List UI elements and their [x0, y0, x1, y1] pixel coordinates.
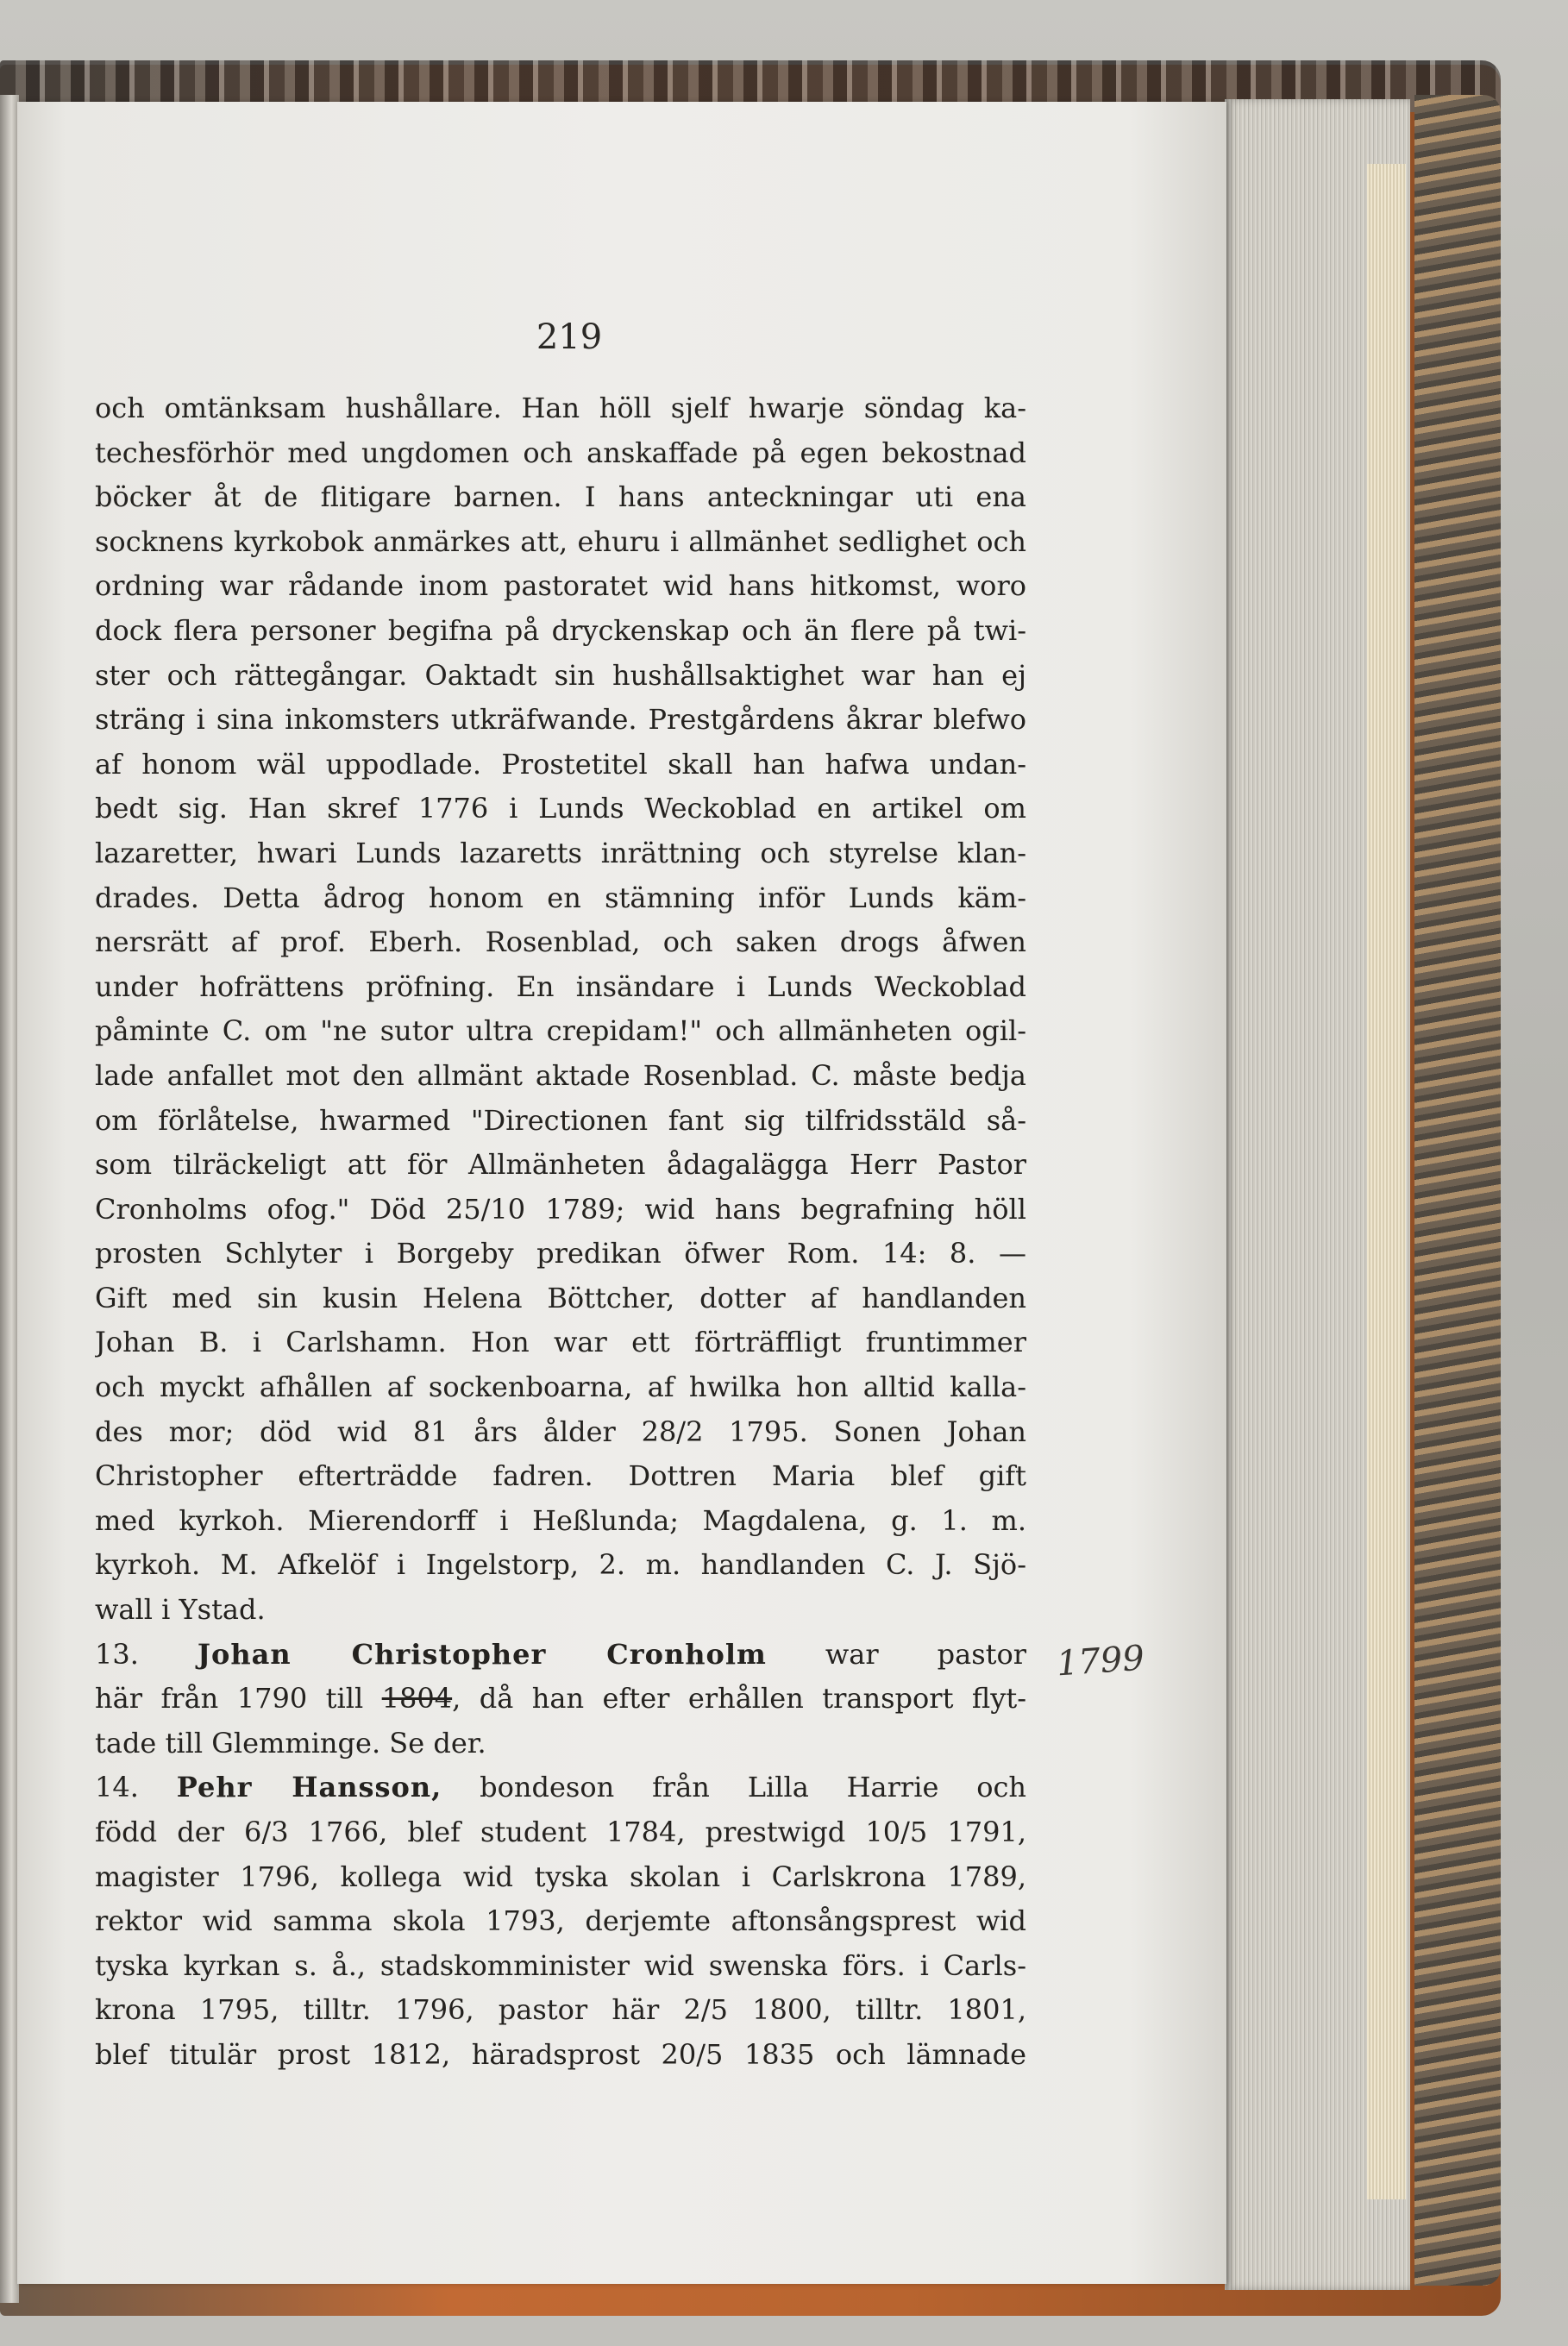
- text-line: prosten Schlyter i Borgeby predikan öfwer Rom. 14: 8. —: [95, 1237, 1026, 1270]
- text-line: des mor; död wid 81 års ålder 28/2 1795. Sonen Johan: [95, 1414, 1026, 1448]
- text-line: drades. Detta ådrog honom en stämning inför Lunds käm-: [95, 881, 1026, 914]
- entry-13-line: [95, 1677, 1026, 1722]
- text-line: Cronholms ofog." Död 25/10 1789; wid hans begrafning höll: [95, 1192, 1026, 1226]
- marbled-book-edge: [1414, 95, 1501, 2286]
- entry-name: Johan Christopher Cronholm: [197, 1637, 767, 1671]
- text-line: och myckt afhållen af sockenboarna, af hwilka hon alltid kalla-: [95, 1371, 1026, 1404]
- text-line: techesförhör med ungdomen och anskaffade på egen bekostnad: [95, 436, 1026, 469]
- text-line: dock flera personer begifna på dryckenskap och än flere på twi-: [95, 613, 1026, 647]
- text-line: påminte C. om "ne sutor ultra crepidam!" och allmänheten ogil-: [95, 1014, 1026, 1048]
- text-line: Christopher efterträdde fadren. Dottren Maria blef gift: [95, 1459, 1026, 1493]
- text-line: lade anfallet mot den allmänt aktade Rosenblad. C. måste bedja: [95, 1058, 1026, 1092]
- text-line: och omtänksam hushållare. Han höll sjelf hwarje söndag ka-: [95, 392, 1026, 424]
- facing-page-edge: [0, 95, 19, 2303]
- text-line: under hofrättens pröfning. En insändare i Lunds Weckoblad: [95, 969, 1026, 1003]
- entry-14-line: rektor wid samma skola 1793, derjemte aftonsångsprest wid: [95, 1904, 1026, 1938]
- handwritten-margin-note: 1799: [1055, 1638, 1146, 1684]
- entry-13-line: tade till Glemminge. Se der.: [95, 1726, 486, 1760]
- text-line: som tilräckeligt att för Allmänheten ådagalägga Herr Pastor: [95, 1148, 1026, 1182]
- page-number: 219: [536, 317, 603, 357]
- entry-14-line: magister 1796, kollega wid tyska skolan i Carlskrona 1789,: [95, 1860, 1026, 1893]
- text-line: om förlåtelse, hwarmed "Directionen fant sig tilfridsstäld så-: [95, 1103, 1026, 1137]
- text-line: sträng i sina inkomsters utkräfwande. Prestgårdens åkrar blefwo: [95, 703, 1026, 737]
- entry-14-line: krona 1795, tilltr. 1796, pastor här 2/5 1800, tilltr. 1801,: [95, 1993, 1026, 2027]
- entry-text: war pastor: [825, 1637, 1026, 1671]
- text-line: Gift med sin kusin Helena Böttcher, dotter af handlanden: [95, 1281, 1026, 1314]
- text-line: socknens kyrkobok anmärkes att, ehuru i allmänhet sedlighet och: [95, 524, 1026, 558]
- entry-text: bondeson från Lilla Harrie och: [480, 1771, 1026, 1804]
- text-line: ster och rättegångar. Oaktadt sin hushållsaktighet war han ej: [95, 658, 1026, 692]
- text-line: kyrkoh. M. Afkelöf i Ingelstorp, 2. m. handlanden C. J. Sjö-: [95, 1548, 1026, 1582]
- text-line: wall i Ystad.: [95, 1593, 266, 1627]
- page-edges-inner: [1367, 164, 1406, 2199]
- text-line: bedt sig. Han skref 1776 i Lunds Weckoblad en artikel om: [95, 792, 1026, 825]
- text-line: lazaretter, hwari Lunds lazaretts inrättning och styrelse klan-: [95, 836, 1026, 869]
- text-line: Johan B. i Carlshamn. Hon war ett förträffligt fruntimmer: [95, 1326, 1026, 1359]
- book-page: [17, 102, 1226, 2284]
- text-line: med kyrkoh. Mierendorff i Heßlunda; Magdalena, g. 1. m.: [95, 1503, 1026, 1537]
- entry-text: , då han efter erhållen transport flyt-: [452, 1682, 1026, 1716]
- entry-13-heading-line: [95, 1633, 1026, 1678]
- text-line: af honom wäl uppodlade. Prostetitel skall han hafwa undan-: [95, 747, 1026, 781]
- entry-name: Pehr Hansson,: [176, 1771, 442, 1804]
- entry-14-line: blef titulär prost 1812, häradsprost 20/5 1835 och lämnade: [95, 2037, 1026, 2071]
- entry-number: 13.: [95, 1637, 139, 1671]
- entry-14-line: född der 6/3 1766, blef student 1784, prestwigd 10/5 1791,: [95, 1816, 1026, 1848]
- text-line: nersrätt af prof. Eberh. Rosenblad, och saken drogs åfwen: [95, 925, 1026, 959]
- entry-14-line: tyska kyrkan s. å., stadskomminister wid swenska förs. i Carls-: [95, 1948, 1026, 1982]
- text-line: böcker åt de flitigare barnen. I hans anteckningar uti ena: [95, 480, 1026, 514]
- text-line: ordning war rådande inom pastoratet wid hans hitkomst, woro: [95, 569, 1026, 603]
- body-text: [95, 386, 1026, 2078]
- entry-number: 14.: [95, 1771, 139, 1804]
- entry-14-heading-line: [95, 1766, 1026, 1810]
- struck-year: 1804: [381, 1682, 453, 1716]
- entry-text: här från 1790 till: [95, 1682, 364, 1716]
